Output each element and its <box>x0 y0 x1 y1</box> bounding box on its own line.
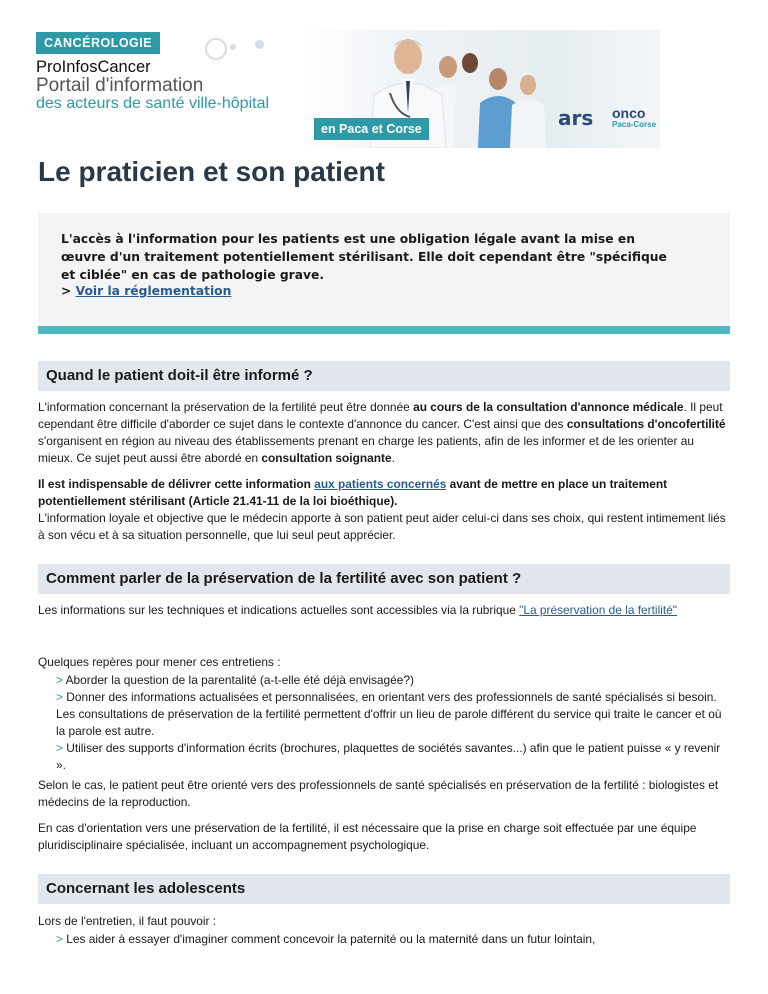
intro-text: L'accès à l'information pour les patients est une obligation légale avant la mise en œuvre d'un traitement potentiellement stérilisant. Elle doit cependant être "spécifique et ciblée" en cas de pathologie grave. <box>61 232 667 282</box>
list-item: > Donner des informations actualisées et personnalisées, en orientant vers des professionnels de santé spécialisés si besoin. Les consultations de préservation de la fertilité permettent d'offrir un lieu de parole différent du service qui traite le cancer et où la parole est autre. <box>56 690 722 738</box>
regulation-link[interactable]: Voir la réglementation <box>75 284 232 298</box>
page-title: Le praticien et son patient <box>38 156 385 187</box>
decor-circle-icon <box>205 38 227 60</box>
category-tag: CANCÉROLOGIE <box>36 32 160 54</box>
paragraph: L'information concernant la préservation de la fertilité peut être donnée au cours de la consultation d'annonce médicale. Il peut cependant être difficile d'aborder ce sujet dans le contexte d'annonce du cancer. C'est ainsi que des consultations d'oncofertilité s'organisent en région au niveau des établissements prenant en charge les patients, afin de les informer et de les orienter au mieux. Ce sujet peut aussi être abordé en consultation soignante. <box>38 400 726 465</box>
ars-logo: ars <box>558 106 594 130</box>
paragraph: Les informations sur les techniques et indications actuelles sont accessibles via la rubrique "La préservation de la fertilité" <box>38 603 677 617</box>
paragraph: En cas d'orientation vers une préservation de la fertilité, il est nécessaire que la prise en charge soit effectuée par une équipe pluridisciplinaire spécialisée, incluant un accompagnement psychologique. <box>38 821 697 852</box>
fertility-preservation-link[interactable]: "La préservation de la fertilité" <box>519 603 677 617</box>
region-tag: en Paca et Corse <box>314 118 429 140</box>
intro-accent-bar <box>38 326 730 334</box>
portal-subtitle: Portail d'information <box>36 75 204 96</box>
list-item: > Les aider à essayer d'imaginer comment concevoir la paternité ou la maternité dans un futur lointain, <box>56 932 596 946</box>
brand-name: ProInfosCancer <box>36 58 151 76</box>
paragraph: L'information loyale et objective que le médecin apporte à son patient peut aider celui-ci dans ses choix, qui restent intimement liés à son vécu et à sa situation personnelle, que lui seul peut apprécier. <box>38 511 726 542</box>
concerned-patients-link[interactable]: aux patients concernés <box>314 477 447 491</box>
actors-subtitle: des acteurs de santé ville-hôpital <box>36 95 270 112</box>
paragraph: Quelques repères pour mener ces entretiens : <box>38 655 281 669</box>
section-heading-how <box>38 564 730 594</box>
section-title: Quand le patient doit-il être informé ? <box>46 367 313 384</box>
decor-dot-icon <box>230 44 236 50</box>
regulation-link-row <box>61 282 231 300</box>
decor-dot-icon <box>255 40 264 49</box>
paragraph: Lors de l'entretien, il faut pouvoir : <box>38 914 217 928</box>
onco-logo: onco Paca-Corse <box>612 105 657 129</box>
link-prefix: > <box>61 284 76 298</box>
paragraph: Selon le cas, le patient peut être orienté vers des professionnels de santé spécialisés en préservation de la fertilité : biologistes et médecins de la reproduction. <box>38 778 719 809</box>
header-banner <box>0 0 768 150</box>
paragraph-important: Il est indispensable de délivrer cette information aux patients concernés avant de mettre en place un traitement potentiellement stérilisant (Article 21.41-11 de la loi bioéthique). <box>38 477 668 508</box>
section-title: Concernant les adolescents <box>46 880 246 897</box>
section-heading-adolescents <box>38 874 730 904</box>
list-item: > Utiliser des supports d'information écrits (brochures, plaquettes de sociétés savantes...) afin que le patient puisse « y revenir ». <box>56 741 721 772</box>
list-item: > Aborder la question de la parentalité (a-t-elle été déjà envisagée?) <box>56 673 414 687</box>
section-title: Comment parler de la préservation de la fertilité avec son patient ? <box>46 570 522 587</box>
section-heading-when <box>38 361 730 391</box>
